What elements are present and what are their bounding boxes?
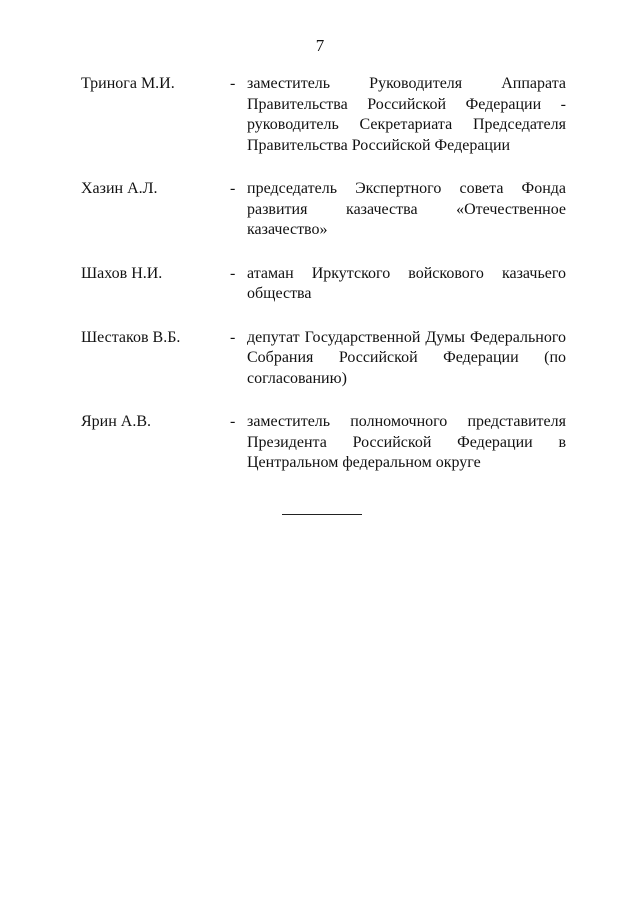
member-list: [81, 74, 566, 474]
member-name: Шахов Н.И.: [81, 264, 163, 282]
member-row: [81, 74, 566, 156]
member-dash: -: [230, 75, 236, 92]
member-role: заместитель полномочного представителя Президента Российской Федерации в Центральном федеральном округе: [247, 413, 566, 471]
member-name: Шестаков В.Б.: [81, 328, 181, 346]
member-name: Ярин А.В.: [81, 413, 152, 430]
member-role: атаман Иркутского войскового казачьего общества: [247, 264, 566, 302]
member-role: заместитель Руководителя Аппарата Правительства Российской Федерации - руководитель Секретариата Председателя Правительства Российской Федерации: [247, 75, 566, 154]
page-number: 7: [315, 36, 325, 55]
member-row: [81, 179, 566, 241]
member-dash: -: [230, 328, 236, 346]
member-role: председатель Экспертного совета Фонда развития казачества «Отечественное казачество»: [247, 180, 566, 238]
member-role: депутат Государственной Думы Федерального Собрания Российской Федерации (по согласованию): [247, 328, 566, 387]
member-row: [81, 264, 566, 305]
member-name: Тринога М.И.: [81, 75, 175, 92]
member-dash: -: [230, 264, 236, 282]
member-row: [81, 328, 566, 390]
end-separator-line: [282, 514, 362, 515]
member-name: Хазин А.Л.: [81, 180, 158, 197]
member-dash: -: [230, 413, 236, 430]
member-row: [81, 412, 566, 474]
member-dash: -: [230, 180, 236, 197]
